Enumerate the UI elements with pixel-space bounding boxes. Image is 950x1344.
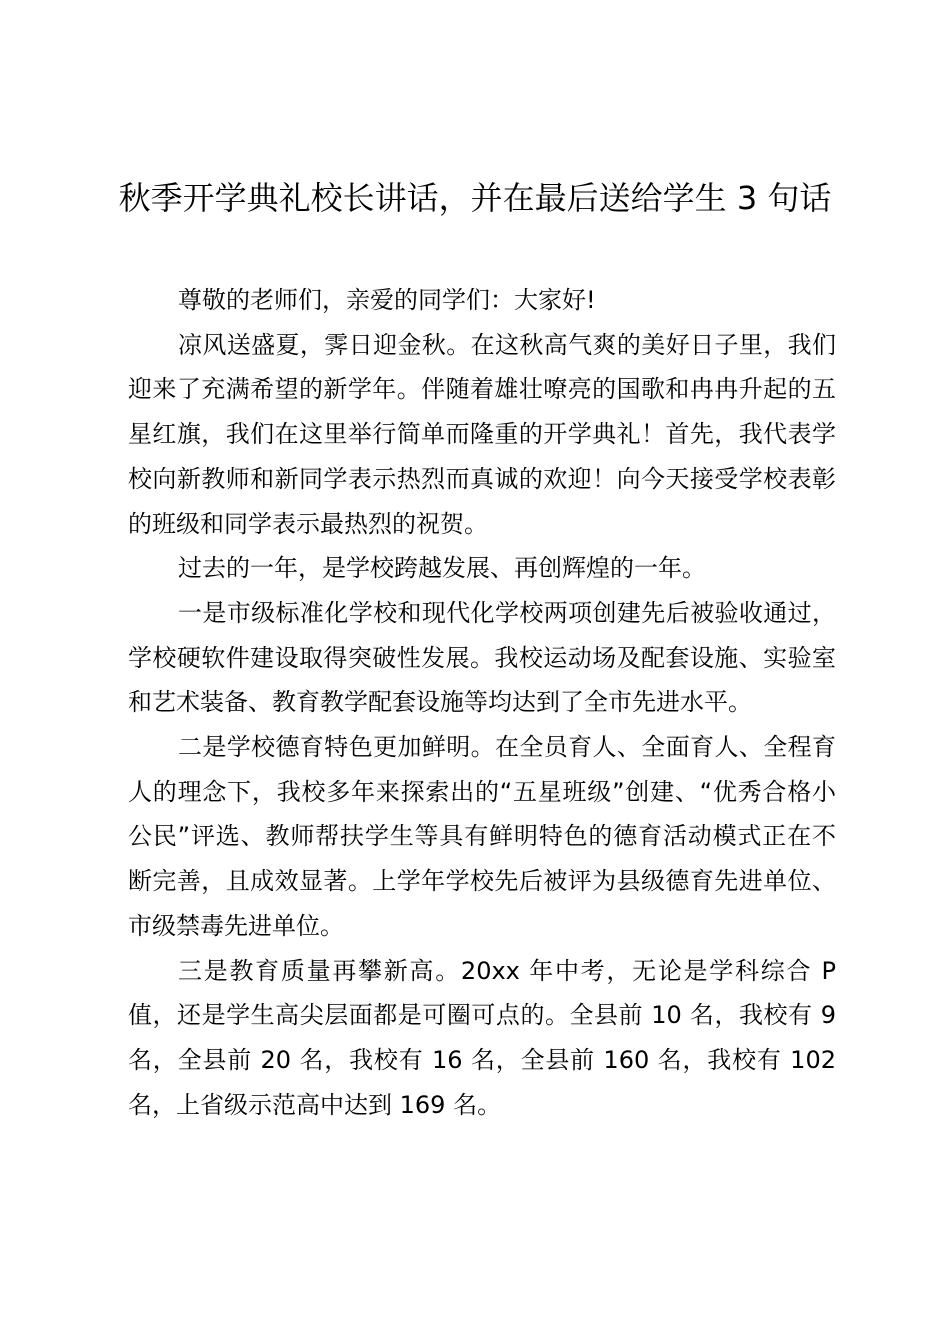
paragraph-point-three: 三是教育质量再攀新高。20xx 年中考，无论是学科综合 P 值，还是学生高尖层面都是可圈可点的。全县前 10 名，我校有 9 名，全县前 20 名，我校有 16 名，全县前 160 名，我校有 102 名，上省级示范高中达到 169 名。 — [128, 956, 836, 1119]
paragraph-greeting: 尊敬的老师们，亲爱的同学们：大家好! — [178, 286, 596, 314]
paragraph-point-one: 一是市级标准化学校和现代化学校两项创建先后被验收通过，学校硬软件建设取得突破性发展。我校运动场及配套设施、实验室和艺术装备、教育教学配套设施等均达到了全市先进水平。 — [128, 598, 836, 717]
document-title: 秋季开学典礼校长讲话，并在最后送给学生 3 句话 — [118, 179, 832, 217]
document-body — [128, 278, 836, 1127]
paragraph-past-year: 过去的一年，是学校跨越发展、再创辉煌的一年。 — [178, 554, 706, 583]
paragraph-point-two: 二是学校德育特色更加鲜明。在全员育人、全面育人、全程育人的理念下，我校多年来探索出的“五星班级”创建、“优秀合格小公民”评选、教师帮扶学生等具有鲜明特色的德育活动模式正在不断完善，且成效显著。上学年学校先后被评为县级德育先进单位、市级禁毒先进单位。 — [128, 733, 836, 940]
paragraph-welcome: 凉风送盛夏，霁日迎金秋。在这秋高气爽的美好日子里，我们迎来了充满希望的新学年。伴随着雄壮嘹亮的国歌和冉冉升起的五星红旗，我们在这里举行简单而隆重的开学典礼！首先，我代表学校向新教师和新同学表示热烈而真诚的欢迎！向今天接受学校表彰的班级和同学表示最热烈的祝贺。 — [128, 330, 836, 538]
